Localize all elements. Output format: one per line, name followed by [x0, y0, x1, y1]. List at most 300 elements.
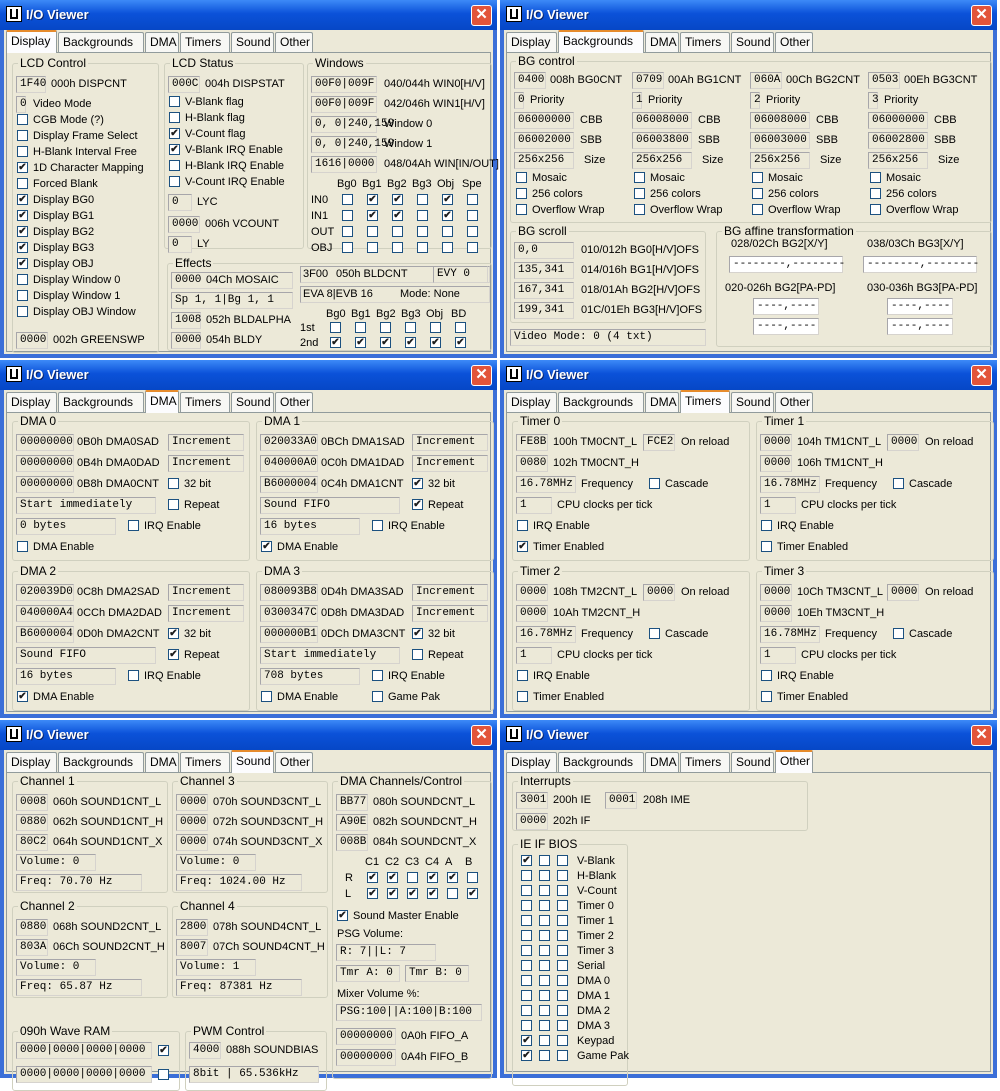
cascade-checkbox[interactable] — [649, 628, 660, 639]
win-checkbox[interactable] — [417, 210, 428, 221]
sad-mode[interactable]: Increment — [412, 584, 488, 601]
irq-checkbox[interactable] — [521, 855, 532, 866]
irq-checkbox[interactable] — [521, 975, 532, 986]
cnth-field[interactable]: 0000 — [516, 605, 548, 622]
timing-field[interactable]: Sound FIFO — [260, 497, 400, 514]
tab-dma[interactable]: DMA — [645, 392, 679, 412]
frequency-field[interactable]: 16.78MHz — [516, 626, 576, 643]
tab-backgrounds[interactable]: Backgrounds — [58, 392, 144, 412]
bg-256colors-checkbox[interactable] — [752, 188, 763, 199]
win-checkbox[interactable] — [367, 226, 378, 237]
sad-mode[interactable]: Increment — [168, 434, 244, 451]
soundbias-field[interactable]: 4000 — [189, 1042, 221, 1059]
tab-sound[interactable]: Sound — [231, 750, 274, 773]
win-checkbox[interactable] — [392, 226, 403, 237]
tab-timers[interactable]: Timers — [180, 392, 230, 412]
close-button[interactable]: ✕ — [971, 5, 992, 26]
bytes-field[interactable]: 16 bytes — [260, 518, 360, 535]
first-target-checkbox[interactable] — [455, 322, 466, 333]
irq-enable-checkbox[interactable] — [517, 670, 528, 681]
stat-flag-checkbox[interactable] — [169, 128, 180, 139]
repeat-checkbox[interactable] — [168, 649, 179, 660]
irq-checkbox[interactable] — [539, 1050, 550, 1061]
clocks-field[interactable]: 1 — [516, 647, 552, 664]
reg-field[interactable]: 2800 — [176, 919, 208, 936]
reg-field[interactable]: 8007 — [176, 939, 208, 956]
tab-display[interactable]: Display — [506, 392, 557, 412]
dad-mode[interactable]: Increment — [168, 605, 244, 622]
bgcnt-field[interactable]: 0709 — [632, 72, 664, 89]
wave-row-1[interactable]: 0000|0000|0000|0000 — [16, 1042, 152, 1059]
reload-field[interactable]: 0000 — [643, 584, 675, 601]
wave-row-2[interactable]: 0000|0000|0000|0000 — [16, 1066, 152, 1083]
irq-checkbox[interactable] — [539, 915, 550, 926]
tab-backgrounds[interactable]: Backgrounds — [58, 32, 144, 52]
repeat-checkbox[interactable] — [412, 649, 423, 660]
tab-timers[interactable]: Timers — [180, 752, 230, 772]
reg-field[interactable]: 803A — [16, 939, 48, 956]
tab-sound[interactable]: Sound — [731, 752, 774, 772]
right-output-checkbox[interactable] — [407, 872, 418, 883]
volume-readout[interactable]: Volume: 1 — [176, 959, 256, 976]
tab-timers[interactable]: Timers — [180, 32, 230, 52]
freq-readout[interactable]: Freq: 65.87 Hz — [16, 979, 142, 996]
dad-field[interactable]: 040000A0 — [260, 455, 318, 472]
cbb-field[interactable]: 06000000 — [514, 112, 574, 129]
ie-field[interactable]: 3001 — [516, 792, 548, 809]
size-field[interactable]: 256x256 — [750, 152, 810, 169]
frequency-field[interactable]: 16.78MHz — [516, 476, 576, 493]
sad-mode[interactable]: Increment — [168, 584, 244, 601]
bg-overflow-wrap-checkbox[interactable] — [634, 204, 645, 215]
lcd-flag-checkbox[interactable] — [17, 130, 28, 141]
right-output-checkbox[interactable] — [367, 872, 378, 883]
reg-field[interactable]: 0008 — [16, 794, 48, 811]
left-output-checkbox[interactable] — [387, 888, 398, 899]
tab-display[interactable]: Display — [6, 30, 57, 53]
tmr-a[interactable]: Tmr A: 0 — [336, 965, 400, 982]
win-checkbox[interactable] — [342, 242, 353, 253]
lcd-flag-checkbox[interactable] — [17, 226, 28, 237]
clocks-field[interactable]: 1 — [760, 647, 796, 664]
sad-mode[interactable]: Increment — [412, 434, 488, 451]
close-button[interactable]: ✕ — [971, 725, 992, 746]
lcd-flag-checkbox[interactable] — [17, 242, 28, 253]
irq-checkbox[interactable] — [539, 1035, 550, 1046]
cnt-field[interactable]: B6000004 — [260, 476, 318, 493]
stat-flag-checkbox[interactable] — [169, 160, 180, 171]
evy-field[interactable]: EVY 0 — [433, 266, 488, 283]
irq-checkbox[interactable] — [521, 930, 532, 941]
irq-checkbox[interactable] — [557, 1035, 568, 1046]
win-checkbox[interactable] — [467, 242, 478, 253]
tab-backgrounds[interactable]: Backgrounds — [58, 752, 144, 772]
sad-field[interactable]: 020033A0 — [260, 434, 318, 451]
first-target-checkbox[interactable] — [355, 322, 366, 333]
right-output-checkbox[interactable] — [427, 872, 438, 883]
lcd-flag-checkbox[interactable] — [17, 194, 28, 205]
cntl-field[interactable]: 0000 — [760, 584, 792, 601]
tab-backgrounds[interactable]: Backgrounds — [558, 392, 644, 412]
dispstat-field[interactable]: 000C — [168, 76, 200, 93]
tab-sound[interactable]: Sound — [731, 32, 774, 52]
lcd-flag-checkbox[interactable] — [17, 306, 28, 317]
irq-checkbox[interactable] — [521, 915, 532, 926]
irq-checkbox[interactable] — [521, 900, 532, 911]
cnt-field[interactable]: 000000B1 — [260, 626, 318, 643]
tab-timers[interactable]: Timers — [680, 32, 730, 52]
timer-enabled-checkbox[interactable] — [761, 541, 772, 552]
reg-field[interactable]: 0880 — [16, 919, 48, 936]
irq-checkbox[interactable] — [521, 1035, 532, 1046]
if-field[interactable]: 0000 — [516, 813, 548, 830]
greenswp-field[interactable]: 0000 — [16, 332, 48, 349]
reg-field[interactable]: BB77 — [336, 794, 368, 811]
irq-checkbox[interactable] — [539, 855, 550, 866]
irq-checkbox[interactable] — [557, 930, 568, 941]
reg-field[interactable]: 0880 — [16, 814, 48, 831]
lcd-flag-checkbox[interactable] — [17, 178, 28, 189]
video-mode-field[interactable]: 0 — [16, 96, 26, 113]
stat-flag-checkbox[interactable] — [169, 96, 180, 107]
lcd-flag-checkbox[interactable] — [17, 114, 28, 125]
irq-enable-checkbox[interactable] — [372, 520, 383, 531]
volume-readout[interactable]: Volume: 0 — [16, 959, 96, 976]
irq-enable-checkbox[interactable] — [128, 670, 139, 681]
win-checkbox[interactable] — [367, 194, 378, 205]
win-checkbox[interactable] — [442, 226, 453, 237]
window-field[interactable]: 00F0|009F — [311, 76, 377, 93]
bg-256colors-checkbox[interactable] — [516, 188, 527, 199]
timer-enabled-checkbox[interactable] — [761, 691, 772, 702]
bit32-checkbox[interactable] — [168, 478, 179, 489]
wave-bank-checkbox[interactable] — [158, 1069, 169, 1080]
ly-field[interactable]: 0 — [168, 236, 192, 253]
gamepak-checkbox[interactable] — [372, 691, 383, 702]
stat-flag-checkbox[interactable] — [169, 176, 180, 187]
close-button[interactable]: ✕ — [471, 5, 492, 26]
priority-field[interactable]: 1 — [632, 92, 642, 109]
tab-display[interactable]: Display — [6, 392, 57, 412]
irq-enable-checkbox[interactable] — [761, 670, 772, 681]
vcount-field[interactable]: 0000 — [168, 216, 200, 233]
second-target-checkbox[interactable] — [355, 337, 366, 348]
dma-enable-checkbox[interactable] — [261, 691, 272, 702]
bg-256colors-checkbox[interactable] — [634, 188, 645, 199]
stat-flag-checkbox[interactable] — [169, 112, 180, 123]
timing-field[interactable]: Start immediately — [260, 647, 400, 664]
irq-checkbox[interactable] — [557, 975, 568, 986]
bytes-field[interactable]: 708 bytes — [260, 668, 360, 685]
dma-enable-checkbox[interactable] — [17, 541, 28, 552]
repeat-checkbox[interactable] — [412, 499, 423, 510]
tab-dma[interactable]: DMA — [145, 32, 179, 52]
cascade-checkbox[interactable] — [893, 628, 904, 639]
sound-master-enable-checkbox[interactable] — [337, 910, 348, 921]
irq-checkbox[interactable] — [557, 870, 568, 881]
reg-field[interactable]: A90E — [336, 814, 368, 831]
reg-field[interactable]: 008B — [336, 834, 368, 851]
irq-checkbox[interactable] — [557, 945, 568, 956]
size-field[interactable]: 256x256 — [514, 152, 574, 169]
dad-field[interactable]: 00000000 — [16, 455, 74, 472]
timer-enabled-checkbox[interactable] — [517, 691, 528, 702]
irq-checkbox[interactable] — [557, 885, 568, 896]
tab-sound[interactable]: Sound — [231, 32, 274, 52]
cbb-field[interactable]: 06008000 — [750, 112, 810, 129]
priority-field[interactable]: 3 — [868, 92, 878, 109]
mixer-volume[interactable]: PSG:100||A:100|B:100 — [336, 1004, 482, 1021]
volume-readout[interactable]: Volume: 0 — [16, 854, 96, 871]
bgcnt-field[interactable]: 0400 — [514, 72, 546, 89]
sbb-field[interactable]: 06003800 — [632, 132, 692, 149]
tab-dma[interactable]: DMA — [145, 752, 179, 772]
tab-sound[interactable]: Sound — [231, 392, 274, 412]
win-checkbox[interactable] — [392, 194, 403, 205]
irq-checkbox[interactable] — [557, 900, 568, 911]
reg-field[interactable]: 0000 — [176, 814, 208, 831]
sad-field[interactable]: 020039D0 — [16, 584, 74, 601]
irq-checkbox[interactable] — [557, 915, 568, 926]
window-field[interactable]: 0, 0|240,159 — [311, 116, 377, 133]
frequency-field[interactable]: 16.78MHz — [760, 626, 820, 643]
scroll-field[interactable]: 167,341 — [514, 282, 574, 299]
reg-field[interactable]: 0000 — [176, 794, 208, 811]
left-output-checkbox[interactable] — [467, 888, 478, 899]
tab-other[interactable]: Other — [275, 752, 313, 772]
win-checkbox[interactable] — [367, 210, 378, 221]
irq-checkbox[interactable] — [557, 990, 568, 1001]
tab-sound[interactable]: Sound — [731, 392, 774, 412]
irq-checkbox[interactable] — [521, 990, 532, 1001]
tab-other[interactable]: Other — [775, 750, 813, 773]
bldalpha-field[interactable]: 1008 — [171, 312, 201, 329]
irq-checkbox[interactable] — [539, 1005, 550, 1016]
timing-field[interactable]: Start immediately — [16, 497, 156, 514]
mosaic-field[interactable]: 0000 — [171, 272, 293, 289]
bg-mosaic-checkbox[interactable] — [634, 172, 645, 183]
irq-checkbox[interactable] — [521, 885, 532, 896]
lcd-flag-checkbox[interactable] — [17, 274, 28, 285]
sad-field[interactable]: 00000000 — [16, 434, 74, 451]
irq-checkbox[interactable] — [539, 990, 550, 1001]
priority-field[interactable]: 0 — [514, 92, 524, 109]
mosaic-sizes[interactable]: Sp 1, 1|Bg 1, 1 — [171, 292, 293, 309]
irq-checkbox[interactable] — [539, 1020, 550, 1031]
reg-field[interactable]: 0000 — [176, 834, 208, 851]
freq-readout[interactable]: Freq: 87381 Hz — [176, 979, 302, 996]
dad-field[interactable]: 040000A4 — [16, 605, 74, 622]
win-checkbox[interactable] — [342, 226, 353, 237]
irq-checkbox[interactable] — [557, 1020, 568, 1031]
freq-readout[interactable]: Freq: 70.70 Hz — [16, 874, 142, 891]
bg-256colors-checkbox[interactable] — [870, 188, 881, 199]
frequency-field[interactable]: 16.78MHz — [760, 476, 820, 493]
dispcnt-field[interactable]: 1F40 — [16, 76, 46, 93]
timing-field[interactable]: Sound FIFO — [16, 647, 156, 664]
freq-readout[interactable]: Freq: 1024.00 Hz — [176, 874, 302, 891]
scroll-field[interactable]: 135,341 — [514, 262, 574, 279]
ime-field[interactable]: 0001 — [605, 792, 637, 809]
pwm-mode[interactable]: 8bit | 65.536kHz — [189, 1066, 319, 1083]
sad-field[interactable]: 080093B8 — [260, 584, 318, 601]
bytes-field[interactable]: 16 bytes — [16, 668, 116, 685]
scroll-field[interactable]: 0,0 — [514, 242, 574, 259]
second-target-checkbox[interactable] — [455, 337, 466, 348]
irq-checkbox[interactable] — [539, 870, 550, 881]
bg2xy-field[interactable]: --------,-------- — [729, 256, 843, 273]
right-output-checkbox[interactable] — [387, 872, 398, 883]
tab-dma[interactable]: DMA — [645, 32, 679, 52]
tab-backgrounds[interactable]: Backgrounds — [558, 30, 644, 53]
bit32-checkbox[interactable] — [412, 628, 423, 639]
bg-mosaic-checkbox[interactable] — [516, 172, 527, 183]
first-target-checkbox[interactable] — [405, 322, 416, 333]
tab-other[interactable]: Other — [775, 32, 813, 52]
clocks-field[interactable]: 1 — [516, 497, 552, 514]
left-output-checkbox[interactable] — [427, 888, 438, 899]
repeat-checkbox[interactable] — [168, 499, 179, 510]
win-checkbox[interactable] — [442, 210, 453, 221]
bg3pa-field[interactable]: ----,---- — [887, 298, 953, 315]
reload-field[interactable]: FCE2 — [643, 434, 675, 451]
first-target-checkbox[interactable] — [330, 322, 341, 333]
window-field[interactable]: 0, 0|240,159 — [311, 136, 377, 153]
cnt-field[interactable]: 00000000 — [16, 476, 74, 493]
reload-field[interactable]: 0000 — [887, 434, 919, 451]
lcd-flag-checkbox[interactable] — [17, 290, 28, 301]
close-button[interactable]: ✕ — [471, 725, 492, 746]
win-checkbox[interactable] — [442, 242, 453, 253]
cntl-field[interactable]: FE8B — [516, 434, 548, 451]
bit32-checkbox[interactable] — [168, 628, 179, 639]
sbb-field[interactable]: 06003000 — [750, 132, 810, 149]
tab-timers[interactable]: Timers — [680, 390, 730, 413]
irq-checkbox[interactable] — [521, 870, 532, 881]
irq-checkbox[interactable] — [539, 930, 550, 941]
irq-checkbox[interactable] — [557, 855, 568, 866]
window-field[interactable]: 1616|0000 — [311, 156, 377, 173]
tmr-b[interactable]: Tmr B: 0 — [405, 965, 469, 982]
scroll-field[interactable]: 199,341 — [514, 302, 574, 319]
tab-timers[interactable]: Timers — [680, 752, 730, 772]
size-field[interactable]: 256x256 — [868, 152, 928, 169]
win-checkbox[interactable] — [417, 242, 428, 253]
tab-dma[interactable]: DMA — [645, 752, 679, 772]
wave-bank-checkbox[interactable] — [158, 1045, 169, 1056]
bg-mosaic-checkbox[interactable] — [870, 172, 881, 183]
dad-mode[interactable]: Increment — [412, 455, 488, 472]
cnt-field[interactable]: B6000004 — [16, 626, 74, 643]
irq-checkbox[interactable] — [521, 945, 532, 956]
right-output-checkbox[interactable] — [467, 872, 478, 883]
second-target-checkbox[interactable] — [330, 337, 341, 348]
clocks-field[interactable]: 1 — [760, 497, 796, 514]
irq-checkbox[interactable] — [557, 1050, 568, 1061]
win-checkbox[interactable] — [467, 210, 478, 221]
close-button[interactable]: ✕ — [971, 365, 992, 386]
volume-readout[interactable]: Volume: 0 — [176, 854, 256, 871]
win-checkbox[interactable] — [417, 226, 428, 237]
bg-overflow-wrap-checkbox[interactable] — [870, 204, 881, 215]
lcd-flag-checkbox[interactable] — [17, 210, 28, 221]
sbb-field[interactable]: 06002000 — [514, 132, 574, 149]
irq-enable-checkbox[interactable] — [517, 520, 528, 531]
bldy-field[interactable]: 0000 — [171, 332, 201, 349]
win-checkbox[interactable] — [342, 210, 353, 221]
reload-field[interactable]: 0000 — [887, 584, 919, 601]
tab-other[interactable]: Other — [275, 392, 313, 412]
second-target-checkbox[interactable] — [380, 337, 391, 348]
cbb-field[interactable]: 06008000 — [632, 112, 692, 129]
lcd-flag-checkbox[interactable] — [17, 258, 28, 269]
tab-display[interactable]: Display — [506, 32, 557, 52]
left-output-checkbox[interactable] — [367, 888, 378, 899]
lyc-field[interactable]: 0 — [168, 194, 192, 211]
irq-checkbox[interactable] — [521, 1050, 532, 1061]
bit32-checkbox[interactable] — [412, 478, 423, 489]
bg3xy-field[interactable]: --------,-------- — [863, 256, 977, 273]
first-target-checkbox[interactable] — [380, 322, 391, 333]
win-checkbox[interactable] — [392, 210, 403, 221]
win-checkbox[interactable] — [392, 242, 403, 253]
reg-field[interactable]: 80C2 — [16, 834, 48, 851]
right-output-checkbox[interactable] — [447, 872, 458, 883]
second-target-checkbox[interactable] — [405, 337, 416, 348]
timer-enabled-checkbox[interactable] — [517, 541, 528, 552]
first-target-checkbox[interactable] — [430, 322, 441, 333]
stat-flag-checkbox[interactable] — [169, 144, 180, 155]
cnth-field[interactable]: 0000 — [760, 455, 792, 472]
bg-overflow-wrap-checkbox[interactable] — [516, 204, 527, 215]
win-checkbox[interactable] — [342, 194, 353, 205]
bytes-field[interactable]: 0 bytes — [16, 518, 116, 535]
win-checkbox[interactable] — [417, 194, 428, 205]
fifo-a-field[interactable]: 00000000 — [336, 1028, 396, 1045]
irq-checkbox[interactable] — [521, 1005, 532, 1016]
bg2pc-field[interactable]: ----,---- — [753, 318, 819, 335]
tab-backgrounds[interactable]: Backgrounds — [558, 752, 644, 772]
bgcnt-field[interactable]: 0503 — [868, 72, 900, 89]
irq-checkbox[interactable] — [539, 975, 550, 986]
tab-other[interactable]: Other — [775, 392, 813, 412]
cascade-checkbox[interactable] — [893, 478, 904, 489]
bg2pa-field[interactable]: ----,---- — [753, 298, 819, 315]
irq-checkbox[interactable] — [557, 960, 568, 971]
lcd-flag-checkbox[interactable] — [17, 146, 28, 157]
fifo-b-field[interactable]: 00000000 — [336, 1049, 396, 1066]
irq-enable-checkbox[interactable] — [128, 520, 139, 531]
dad-mode[interactable]: Increment — [168, 455, 244, 472]
irq-checkbox[interactable] — [539, 945, 550, 956]
bgcnt-field[interactable]: 060A — [750, 72, 782, 89]
irq-checkbox[interactable] — [521, 1020, 532, 1031]
bg3pc-field[interactable]: ----,---- — [887, 318, 953, 335]
cnth-field[interactable]: 0000 — [760, 605, 792, 622]
irq-checkbox[interactable] — [539, 960, 550, 971]
cascade-checkbox[interactable] — [649, 478, 660, 489]
cnth-field[interactable]: 0080 — [516, 455, 548, 472]
window-field[interactable]: 00F0|009F — [311, 96, 377, 113]
win-checkbox[interactable] — [467, 226, 478, 237]
win-checkbox[interactable] — [367, 242, 378, 253]
second-target-checkbox[interactable] — [430, 337, 441, 348]
psg-volume[interactable]: R: 7||L: 7 — [336, 944, 436, 961]
tab-display[interactable]: Display — [506, 752, 557, 772]
sbb-field[interactable]: 06002800 — [868, 132, 928, 149]
dma-enable-checkbox[interactable] — [17, 691, 28, 702]
size-field[interactable]: 256x256 — [632, 152, 692, 169]
